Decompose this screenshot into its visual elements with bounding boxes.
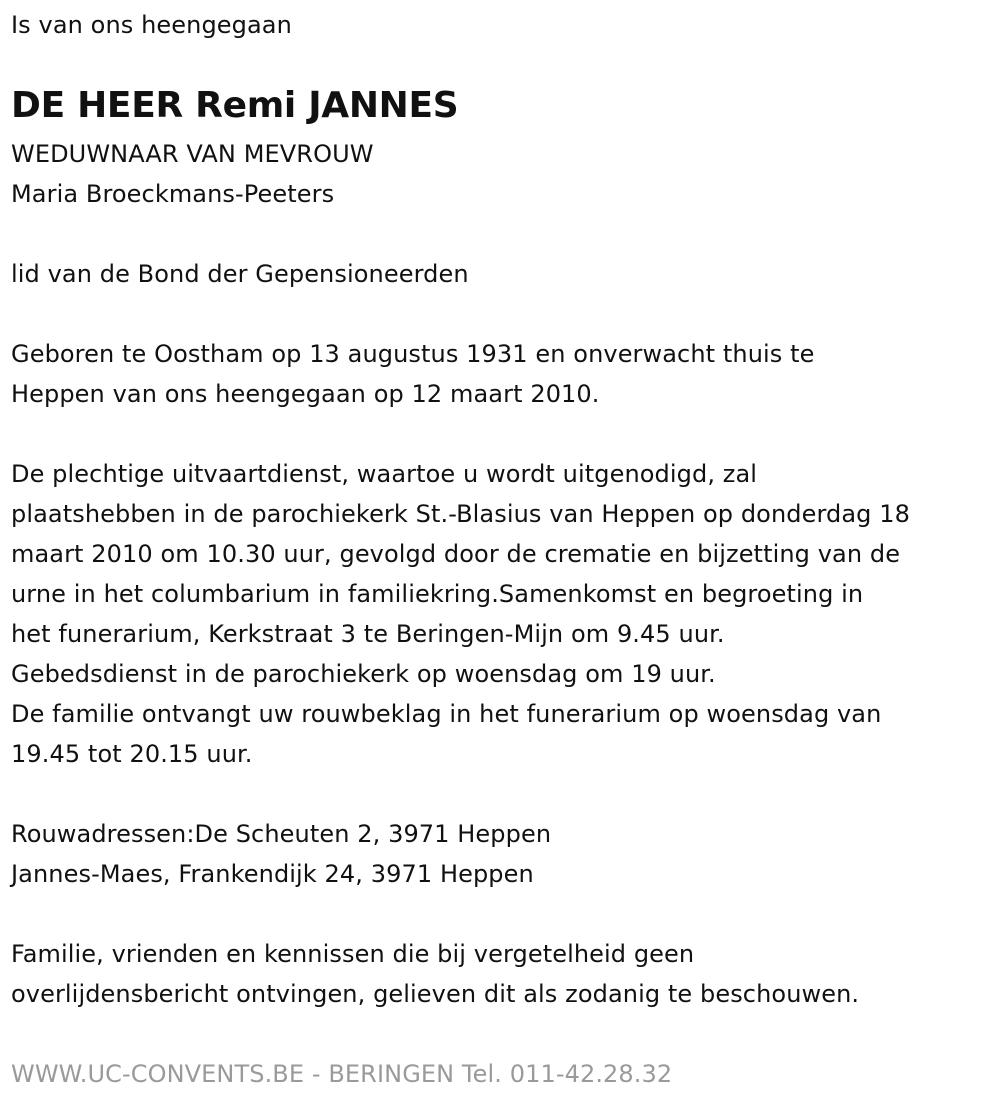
closing-line: overlijdensbericht ontvingen, gelieven dit als zodanig te beschouwen. (11, 980, 860, 1008)
deceased-name: DE HEER Remi JANNES (11, 85, 459, 126)
intro-text: Is van ons heengegaan (11, 11, 292, 39)
service-line: urne in het columbarium in familiekring.Samenkomst en begroeting in (11, 580, 864, 608)
footer-contact: WWW.UC-CONVENTS.BE - BERINGEN Tel. 011-42.28.32 (11, 1060, 673, 1088)
address-line: Rouwadressen:De Scheuten 2, 3971 Heppen (11, 820, 552, 848)
birth-death-line: Heppen van ons heengegaan op 12 maart 2010. (11, 380, 600, 408)
service-line: 19.45 tot 20.15 uur. (11, 740, 253, 768)
service-line: maart 2010 om 10.30 uur, gevolgd door de crematie en bijzetting van de (11, 540, 901, 568)
address-line: Jannes-Maes, Frankendijk 24, 3971 Heppen (11, 860, 534, 888)
service-block (11, 454, 910, 774)
service-line: Gebedsdienst in de parochiekerk op woensdag om 19 uur. (11, 660, 716, 688)
widower-line: WEDUWNAAR VAN MEVROUW (11, 140, 374, 168)
birth-death-line: Geboren te Oostham op 13 augustus 1931 en onverwacht thuis te (11, 340, 815, 368)
closing-line: Familie, vrienden en kennissen die bij vergetelheid geen (11, 940, 695, 968)
service-line: De familie ontvangt uw rouwbeklag in het funerarium op woensdag van (11, 700, 882, 728)
service-line: het funerarium, Kerkstraat 3 te Beringen-Mijn om 9.45 uur. (11, 620, 725, 648)
service-line: De plechtige uitvaartdienst, waartoe u wordt uitgenodigd, zal (11, 460, 758, 488)
spouse-name: Maria Broeckmans-Peeters (11, 180, 335, 208)
membership-block (11, 254, 469, 294)
address-block (11, 814, 551, 894)
closing-block (11, 934, 859, 1014)
service-line: plaatshebben in de parochiekerk St.-Blasius van Heppen op donderdag 18 (11, 500, 910, 528)
birth-death-block (11, 334, 815, 414)
membership-text: lid van de Bond der Gepensioneerden (11, 260, 469, 288)
widower-block (11, 134, 374, 214)
